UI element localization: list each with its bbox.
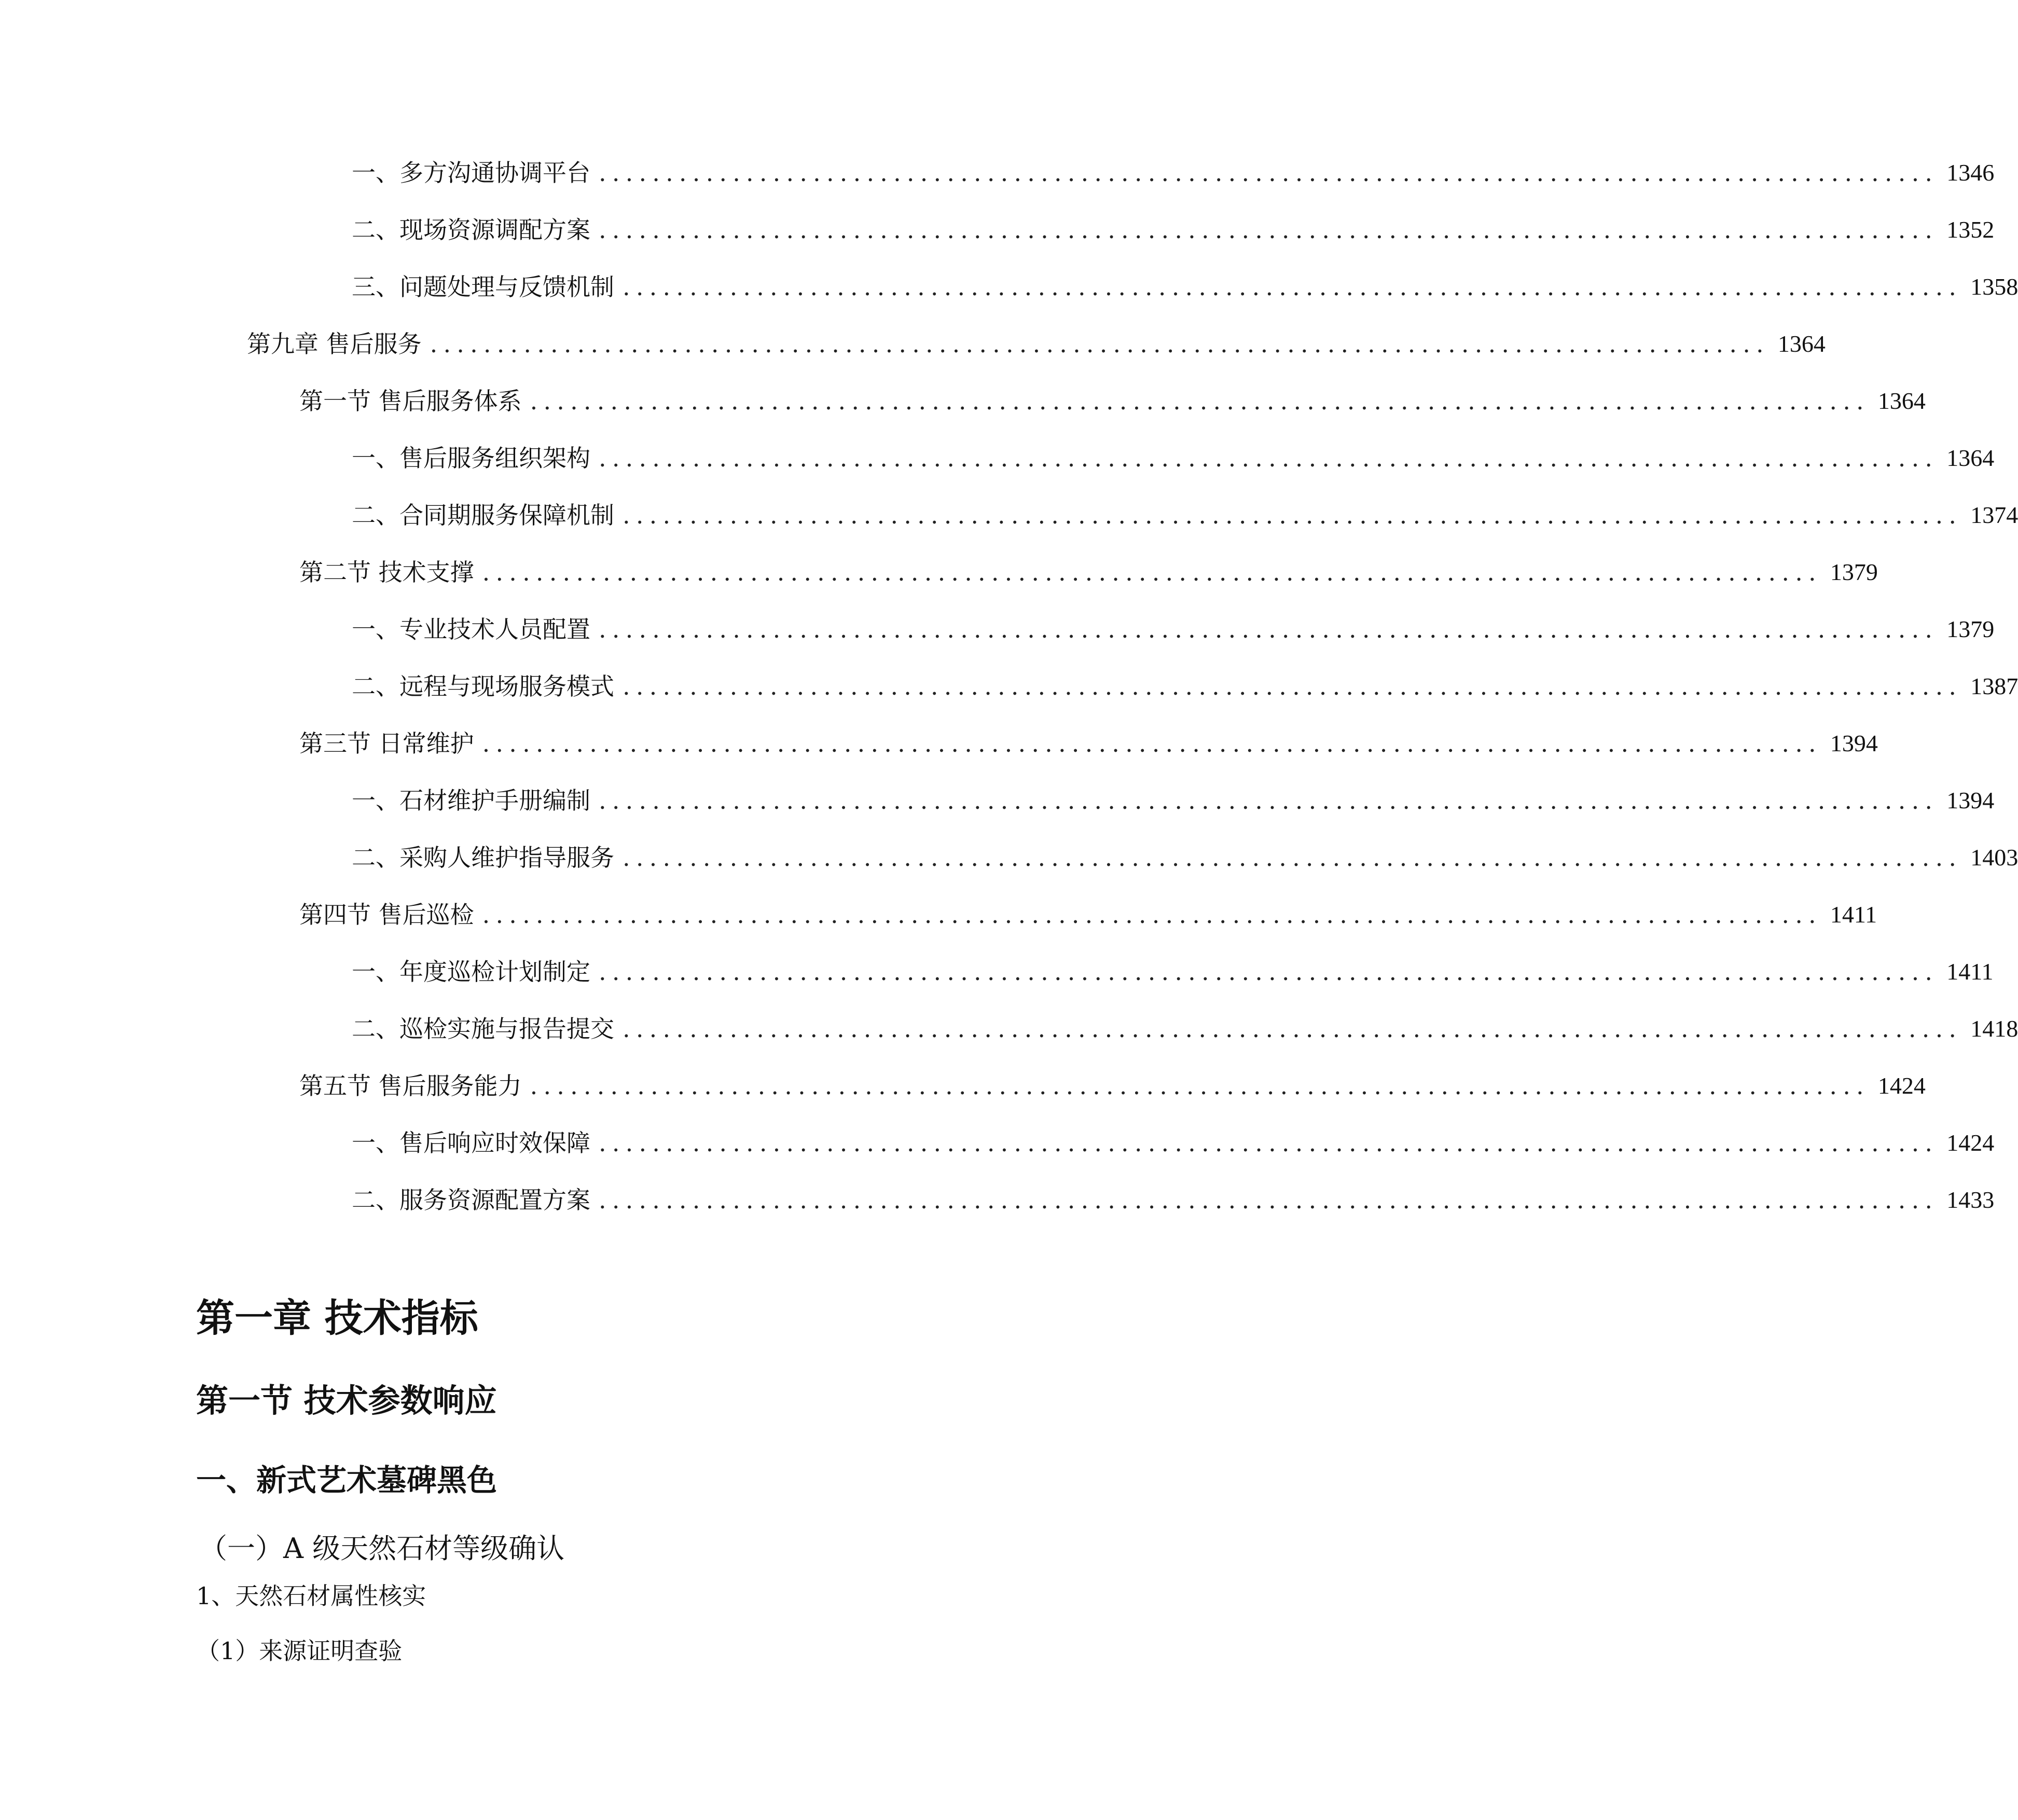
toc-entry-page: 1346	[1946, 159, 1995, 186]
item-heading-level-2: 1、天然石材属性核实	[196, 1582, 426, 1610]
toc-leader-dots: ....................................................................................................	[599, 1186, 1939, 1214]
toc-entry-page: 1411	[1830, 901, 1877, 928]
toc-entry-page: 1387	[1970, 673, 2018, 699]
toc-entry-page: 1364	[1877, 388, 1926, 414]
toc-entry-label: 第三节 日常维护	[299, 729, 474, 757]
toc-entry-page: 1352	[1946, 216, 1995, 243]
toc-entry-page: 1403	[1970, 844, 2018, 871]
toc-entry[interactable]	[352, 782, 1995, 819]
toc-leader-dots: ....................................................................................................	[530, 387, 1870, 415]
toc-leader-dots: ....................................................................................................	[599, 159, 1939, 187]
toc-entry-page: 1364	[1777, 330, 1826, 357]
toc-leader-dots: ....................................................................................................	[623, 273, 1962, 301]
toc-entry-label: 第九章 售后服务	[247, 330, 422, 358]
toc-entry-label: 专业技术人员配置	[399, 615, 590, 643]
toc-leader-dots: ....................................................................................................	[599, 958, 1939, 986]
toc-entry-page: 1424	[1946, 1129, 1995, 1156]
toc-entry-number: 一、	[352, 958, 399, 986]
toc-entry-label: 第二节 技术支撑	[299, 558, 474, 586]
toc-entry-label: 第五节 售后服务能力	[299, 1072, 522, 1100]
toc-entry-label: 售后服务组织架构	[399, 444, 590, 472]
toc-entry-number: 一、	[352, 444, 399, 472]
item-heading-level-1: （一）A 级天然石材等级确认	[199, 1532, 565, 1565]
toc-entry-section[interactable]	[299, 725, 1878, 762]
toc-leader-dots: ....................................................................................................	[430, 330, 1770, 358]
toc-entry-label: 合同期服务保障机制	[399, 501, 614, 529]
toc-entry-label: 采购人维护指导服务	[399, 844, 614, 872]
toc-entry-label: 巡检实施与报告提交	[399, 1015, 614, 1043]
toc-entry-label: 售后响应时效保障	[399, 1129, 590, 1157]
toc-leader-dots: ....................................................................................................	[482, 729, 1822, 757]
toc-entry-section[interactable]	[299, 1068, 1926, 1104]
toc-entry-page: 1394	[1830, 730, 1878, 756]
chapter-title: 第一章 技术指标	[196, 1296, 478, 1341]
toc-entry[interactable]	[352, 668, 2018, 705]
toc-entry-number: 一、	[352, 787, 399, 815]
toc-entry-number: 二、	[352, 672, 399, 700]
toc-leader-dots: ....................................................................................................	[599, 787, 1939, 815]
toc-entry-number: 二、	[352, 501, 399, 529]
toc-entry[interactable]	[352, 1182, 1995, 1218]
item-heading-level-3: （1）来源证明查验	[196, 1637, 403, 1665]
toc-entry-number: 一、	[352, 1129, 399, 1157]
toc-entry-page: 1364	[1946, 445, 1995, 471]
toc-leader-dots: ....................................................................................................	[599, 444, 1939, 472]
toc-entry[interactable]	[352, 497, 2018, 533]
toc-entry-number: 二、	[352, 216, 399, 244]
toc-entry[interactable]	[352, 212, 1995, 248]
toc-leader-dots: ....................................................................................................	[623, 501, 1962, 529]
toc-entry-page: 1358	[1970, 273, 2018, 300]
toc-entry-page: 1411	[1946, 958, 1994, 985]
toc-entry-label: 第一节 售后服务体系	[299, 387, 522, 415]
toc-leader-dots: ....................................................................................................	[599, 1129, 1939, 1157]
toc-entry-label: 现场资源调配方案	[399, 216, 590, 244]
toc-entry-page: 1418	[1970, 1015, 2018, 1042]
toc-entry-label: 服务资源配置方案	[399, 1186, 590, 1214]
toc-entry[interactable]	[352, 1011, 2018, 1047]
section-title: 第一节 技术参数响应	[196, 1382, 497, 1419]
toc-entry-section[interactable]	[299, 383, 1926, 419]
toc-leader-dots: ....................................................................................................	[482, 901, 1822, 929]
toc-entry-section[interactable]	[299, 897, 1877, 933]
toc-entry[interactable]	[352, 839, 2018, 876]
toc-entry-number: 二、	[352, 844, 399, 872]
toc-leader-dots: ....................................................................................................	[530, 1072, 1870, 1100]
toc-entry-page: 1374	[1970, 502, 2018, 528]
toc-leader-dots: ....................................................................................................	[623, 844, 1962, 872]
toc-entry-page: 1433	[1946, 1187, 1995, 1213]
toc-entry[interactable]	[352, 269, 2018, 305]
toc-entry-label: 第四节 售后巡检	[299, 901, 474, 929]
toc-entry-number: 一、	[352, 159, 399, 187]
toc-entry-page: 1379	[1946, 616, 1995, 642]
toc-entry-chapter[interactable]	[247, 326, 1826, 362]
toc-entry-label: 多方沟通协调平台	[399, 159, 590, 187]
toc-entry-label: 石材维护手册编制	[399, 787, 590, 815]
toc-entry-number: 二、	[352, 1015, 399, 1043]
toc-leader-dots: ....................................................................................................	[599, 216, 1939, 244]
toc-entry-number: 一、	[352, 615, 399, 643]
toc-entry[interactable]	[352, 954, 1994, 990]
toc-leader-dots: ....................................................................................................	[482, 558, 1822, 586]
toc-entry-label: 远程与现场服务模式	[399, 672, 614, 700]
toc-entry[interactable]	[352, 1125, 1995, 1161]
toc-entry-label: 问题处理与反馈机制	[399, 273, 614, 301]
toc-entry-section[interactable]	[299, 554, 1878, 590]
toc-entry-page: 1394	[1946, 787, 1995, 814]
toc-entry-page: 1424	[1877, 1072, 1926, 1099]
toc-entry[interactable]	[352, 440, 1995, 476]
toc-entry-page: 1379	[1830, 559, 1878, 585]
toc-leader-dots: ....................................................................................................	[623, 1015, 1962, 1043]
toc-entry-number: 二、	[352, 1186, 399, 1214]
subsection-title: 一、新式艺术墓碑黑色	[196, 1463, 497, 1498]
toc-leader-dots: ....................................................................................................	[623, 672, 1962, 700]
toc-entry[interactable]	[352, 611, 1995, 647]
toc-entry-number: 三、	[352, 273, 399, 301]
toc-entry[interactable]	[352, 155, 1995, 191]
toc-leader-dots: ....................................................................................................	[599, 615, 1939, 643]
toc-entry-label: 年度巡检计划制定	[399, 958, 590, 986]
